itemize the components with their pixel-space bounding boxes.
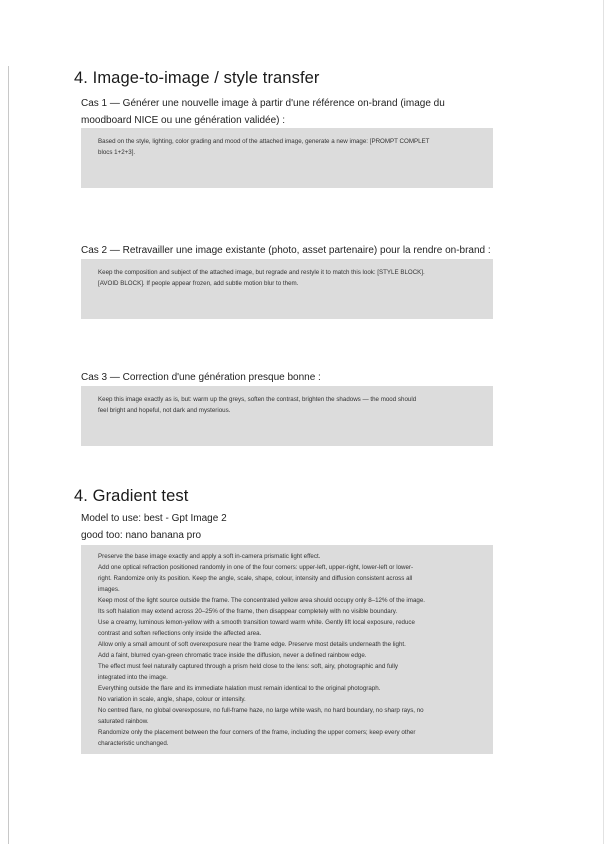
gradient-prompt-line: images. xyxy=(98,586,120,593)
gradient-prompt-line: integrated into the image. xyxy=(98,674,168,681)
gradient-prompt-line: right. Randomize only its position. Keep the angle, scale, shape, colour, intensity and diffusion consistent across all xyxy=(98,575,413,582)
cas3-prompt-line: feel bright and hopeful, not dark and mysterious. xyxy=(98,407,231,414)
cas1-description-line-1: Cas 1 — Générer une nouvelle image à partir d'une référence on-brand (image du xyxy=(81,98,445,109)
gradient-prompt-line: Use a creamy, luminous lemon-yellow with a smooth transition toward warm white. Gently lift local exposure, reduce xyxy=(98,619,415,626)
gradient-prompt-line: Randomize only the placement between the four corners of the frame, including the upper corners; keep every other xyxy=(98,729,416,736)
gradient-prompt-line: contrast and soften reflections only inside the affected area. xyxy=(98,630,262,637)
cas2-prompt-line: [AVOID BLOCK]. If people appear frozen, add subtle motion blur to them. xyxy=(98,280,299,287)
cas1-description-line-2: moodboard NICE ou une génération validée) : xyxy=(81,115,286,126)
gradient-prompt-box xyxy=(81,545,493,754)
gradient-prompt-line: Add a faint, blurred cyan-green chromatic trace inside the diffusion, never a defined rainbow edge. xyxy=(98,652,367,659)
model-to-use-line: Model to use: best - Gpt Image 2 xyxy=(81,513,227,524)
gradient-prompt-line: characteristic unchanged. xyxy=(98,740,169,747)
gradient-prompt-line: Allow only a small amount of soft overexposure near the frame edge. Preserve most details underneath the light. xyxy=(98,641,406,648)
cas2-prompt-box xyxy=(81,259,493,319)
gradient-prompt-line: No centred flare, no global overexposure, no full-frame haze, no large white wash, no hard boundary, no sharp rays, no xyxy=(98,707,424,714)
cas1-prompt-line: blocs 1+2+3]. xyxy=(98,149,136,156)
gradient-prompt-line: saturated rainbow. xyxy=(98,718,149,725)
section-heading-image-to-image: 4. Image-to-image / style transfer xyxy=(74,69,320,87)
cas3-description: Cas 3 — Correction d'une génération presque bonne : xyxy=(81,372,321,383)
cas2-prompt-line: Keep the composition and subject of the attached image, but regrade and restyle it to match this look: [STYLE BLOCK]. xyxy=(98,269,425,276)
gradient-prompt-line: No variation in scale, angle, shape, colour or intensity. xyxy=(98,696,246,703)
cas3-prompt-line: Keep this image exactly as is, but: warm up the greys, soften the contrast, brighten the shadows — the mood should xyxy=(98,396,417,403)
gradient-prompt-line: Preserve the base image exactly and apply a soft in-camera prismatic light effect. xyxy=(98,553,321,560)
alternative-model-line: good too: nano banana pro xyxy=(81,530,202,541)
gradient-prompt-line: Its soft halation may extend across 20–25% of the frame, then disappear completely with no visible boundary. xyxy=(98,608,398,615)
gradient-prompt-line: Everything outside the flare and its immediate halation must remain identical to the original photograph. xyxy=(98,685,381,692)
cas3-prompt-box xyxy=(81,386,493,446)
cas1-prompt-box xyxy=(81,128,493,188)
gradient-prompt-line: The effect must feel naturally captured through a prism held close to the lens: soft, airy, photographic and fully xyxy=(98,663,399,670)
gradient-prompt-line: Add one optical refraction positioned randomly in one of the four corners: upper-left, upper-right, lower-left or lower- xyxy=(98,564,414,571)
section-heading-gradient-test: 4. Gradient test xyxy=(74,487,189,505)
gradient-prompt-line: Keep most of the light source outside the frame. The concentrated yellow area should occupy only 8–12% of the image. xyxy=(98,597,425,604)
left-margin-rule xyxy=(8,66,9,844)
cas2-description: Cas 2 — Retravailler une image existante (photo, asset partenaire) pour la rendre on-brand : xyxy=(81,245,491,256)
cas1-prompt-line: Based on the style, lighting, color grading and mood of the attached image, generate a new image: [PROMPT COMPLET xyxy=(98,138,430,145)
